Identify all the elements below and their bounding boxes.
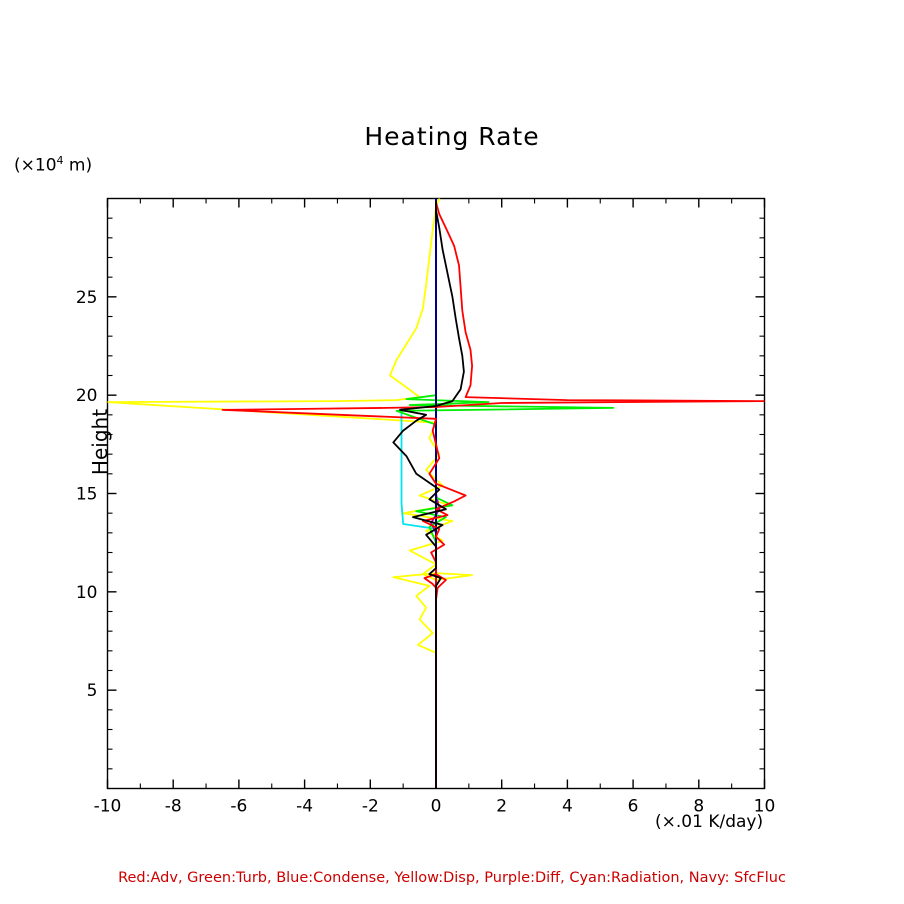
series-line-adv <box>223 202 765 788</box>
x-tick-label: -10 <box>93 796 122 817</box>
x-tick-label: 4 <box>561 796 573 817</box>
y-tick-label: 20 <box>75 386 98 407</box>
x-axis-label: (×.01 K/day) <box>655 812 764 832</box>
x-tick-label: -2 <box>361 796 379 817</box>
x-tick-label: -8 <box>164 796 182 817</box>
y-tick-label: 15 <box>75 484 98 505</box>
y-tick-label: 10 <box>75 582 98 603</box>
x-tick-label: 10 <box>753 796 776 817</box>
x-tick-label: 8 <box>693 796 705 817</box>
y-tick-label: 5 <box>86 681 98 702</box>
x-tick-label: -6 <box>230 796 248 817</box>
y-axis-units-tail: m) <box>63 155 93 176</box>
x-tick-label: 2 <box>496 796 508 817</box>
data-series <box>108 199 765 789</box>
x-tick-label: 0 <box>430 796 442 817</box>
legend-caption: Red:Adv, Green:Turb, Blue:Condense, Yellow:Disp, Purple:Diff, Cyan:Radiation, Navy: SfcFluc <box>118 870 786 886</box>
x-tick-label: -4 <box>296 796 314 817</box>
y-axis-label: Height <box>88 408 112 476</box>
series-line-disp <box>108 199 473 789</box>
y-axis-units-base: (×10 <box>14 155 57 176</box>
y-axis-units-exponent: 4 <box>56 154 64 167</box>
chart-title: Heating Rate <box>364 122 540 151</box>
y-tick-label: 25 <box>75 287 98 308</box>
series-line-turb <box>397 202 614 788</box>
series-line-total <box>393 202 464 788</box>
x-tick-label: 6 <box>627 796 639 817</box>
